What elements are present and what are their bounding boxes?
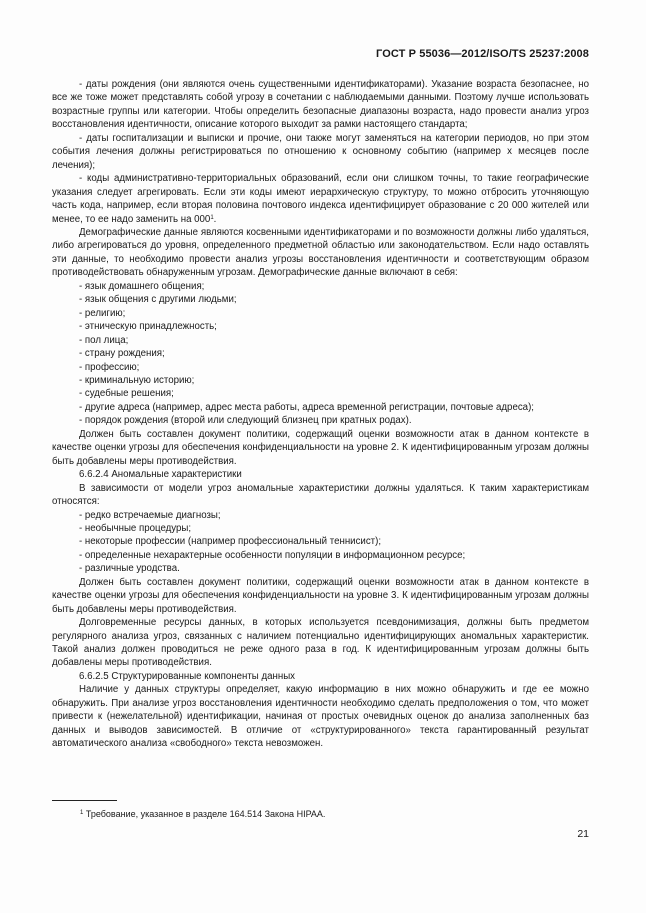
list-item (52, 334, 589, 347)
paragraph-tail: . (213, 213, 217, 225)
paragraph-text: - различные уродства. (79, 563, 180, 575)
paragraph (52, 226, 589, 280)
body-text (52, 78, 589, 751)
list-item (52, 280, 589, 293)
paragraph-text: Наличие у данных структуры определяет, какую информацию в них можно обнаружить и где ее можно обнаружить. При анализе угроз восстановления идентичности необходимо сделать предположения о том, что может привести к (нежелательной) идентификации, начиная от простых очевидных оценок до анализа заполненных баз данных и выводов зависимостей. В отличие от «структурированного» текста гарантированный результат автоматического анализа «свободного» текста невозможен. (52, 684, 589, 750)
paragraph-text: В зависимости от модели угроз аномальные характеристики должны удаляться. К таким характеристикам относятся: (52, 482, 589, 508)
paragraph (52, 78, 589, 132)
list-item (52, 401, 589, 414)
list-item (52, 347, 589, 360)
section-heading (52, 670, 589, 683)
paragraph-text: - пол лица; (79, 334, 129, 346)
list-item (52, 414, 589, 427)
paragraph-text: - криминальную историю; (79, 374, 195, 386)
section-heading (52, 468, 589, 481)
list-item (52, 320, 589, 333)
paragraph (52, 172, 589, 226)
paragraph-text: - язык общения с другими людьми; (79, 294, 237, 306)
paragraph-text: - этническую принадлежность; (79, 321, 217, 333)
paragraph-text: - религию; (79, 307, 126, 319)
list-item (52, 509, 589, 522)
paragraph-text: - даты рождения (они являются очень существенными идентификаторами). Указание возраста безопаснее, но все же тоже может представлять собой угрозу в сочетании с наблюдаемыми данными. Поэтому лучше использовать возрастные группы или категории. Чтобы определить безопасные диапазоны возраста, надо провести анализ угроз восстановления идентичности, описание которого выходит за рамки настоящего стандарта; (52, 79, 589, 131)
list-item (52, 361, 589, 374)
paragraph-text: - порядок рождения (второй или следующий близнец при кратных родах). (79, 415, 412, 427)
footnote-reference: 1 (210, 214, 214, 221)
paragraph-text: - другие адреса (например, адрес места работы, адреса временной регистрации, почтовые адреса); (79, 401, 534, 413)
paragraph-text: - определенные нехарактерные особенности популяции в информационном ресурсе; (79, 549, 466, 561)
paragraph-text: Должен быть составлен документ политики, содержащий оценки возможности атак в данном контексте в качестве оценки угрозы для обеспечения конфиденциальности на уровне 3. К идентифицированным угрозам должны быть добавлены меры противодействия. (52, 576, 589, 615)
list-item (52, 307, 589, 320)
paragraph-text: - судебные решения; (79, 388, 174, 400)
list-item (52, 535, 589, 548)
paragraph (52, 482, 589, 509)
footnote-text: Требование, указанное в разделе 164.514 Закона HIPAA. (85, 809, 326, 819)
page-number: 21 (577, 828, 589, 840)
paragraph-text: - страну рождения; (79, 348, 165, 360)
paragraph-text: - даты госпитализации и выписки и прочие, они также могут заменяться на категории периодов, но при этом события лечения должны регистрироваться по отношению к основному событию (например х месяцев после лечения); (52, 132, 589, 171)
paragraph (52, 576, 589, 616)
list-item (52, 293, 589, 306)
list-item (52, 374, 589, 387)
paragraph-text: - необычные процедуры; (79, 522, 192, 534)
standard-header: ГОСТ Р 55036—2012/ISO/TS 25237:2008 (376, 48, 589, 60)
footnote-divider (52, 800, 117, 801)
paragraph (52, 428, 589, 468)
paragraph-text: Должен быть составлен документ политики, содержащий оценки возможности атак в данном контексте в качестве оценки угрозы для обеспечения конфиденциальности на уровне 2. К идентифицированным угрозам должны быть добавлены меры противодействия. (52, 428, 589, 467)
list-item (52, 562, 589, 575)
paragraph-text: - некоторые профессии (например профессиональный теннисист); (79, 536, 382, 548)
list-item (52, 522, 589, 535)
paragraph-text: - профессию; (79, 361, 140, 373)
paragraph-text: 6.6.2.4 Аномальные характеристики (79, 469, 242, 481)
paragraph-text: 6.6.2.5 Структурированные компоненты данных (79, 670, 295, 682)
paragraph-text: - редко встречаемые диагнозы; (79, 509, 221, 521)
paragraph-text: Демографические данные являются косвенными идентификаторами и по возможности должны либо удаляться, либо агрегироваться до уровня, определенного предметной областью или законодательством. Если надо оставлять эти данные, то необходимо провести анализ угрозы восстановления идентичности и соответствующим образом противодействовать обнаруженным угрозам. Демографические данные включают в себя: (52, 226, 589, 279)
paragraph-text: - коды административно-территориальных образований, если они слишком точны, то такие географические указания следует агрегировать. Если эти коды имеют иерархическую структуру, то можно отбросить уточняющую часть кода, например, если вторая половина почтового индекса идентифицирует образование с 20 000 жителей или менее, то ее надо заменить на 000 (52, 173, 589, 225)
footnote-mark: 1 (80, 810, 84, 816)
paragraph (52, 683, 589, 750)
list-item (52, 387, 589, 400)
paragraph-text: - язык домашнего общения; (79, 280, 205, 292)
footnote (80, 808, 325, 820)
paragraph-text: Долговременные ресурсы данных, в которых используется псевдонимизация, должны быть предметом регулярного анализа угроз, связанных с наличием потенциально идентифицирующих аномальных характеристик. Такой анализ должен проводиться не реже одного раза в год. К идентифицированным угрозам должны быть добавлены меры противодействия. (52, 617, 589, 669)
paragraph (52, 616, 589, 670)
list-item (52, 549, 589, 562)
paragraph (52, 132, 589, 172)
